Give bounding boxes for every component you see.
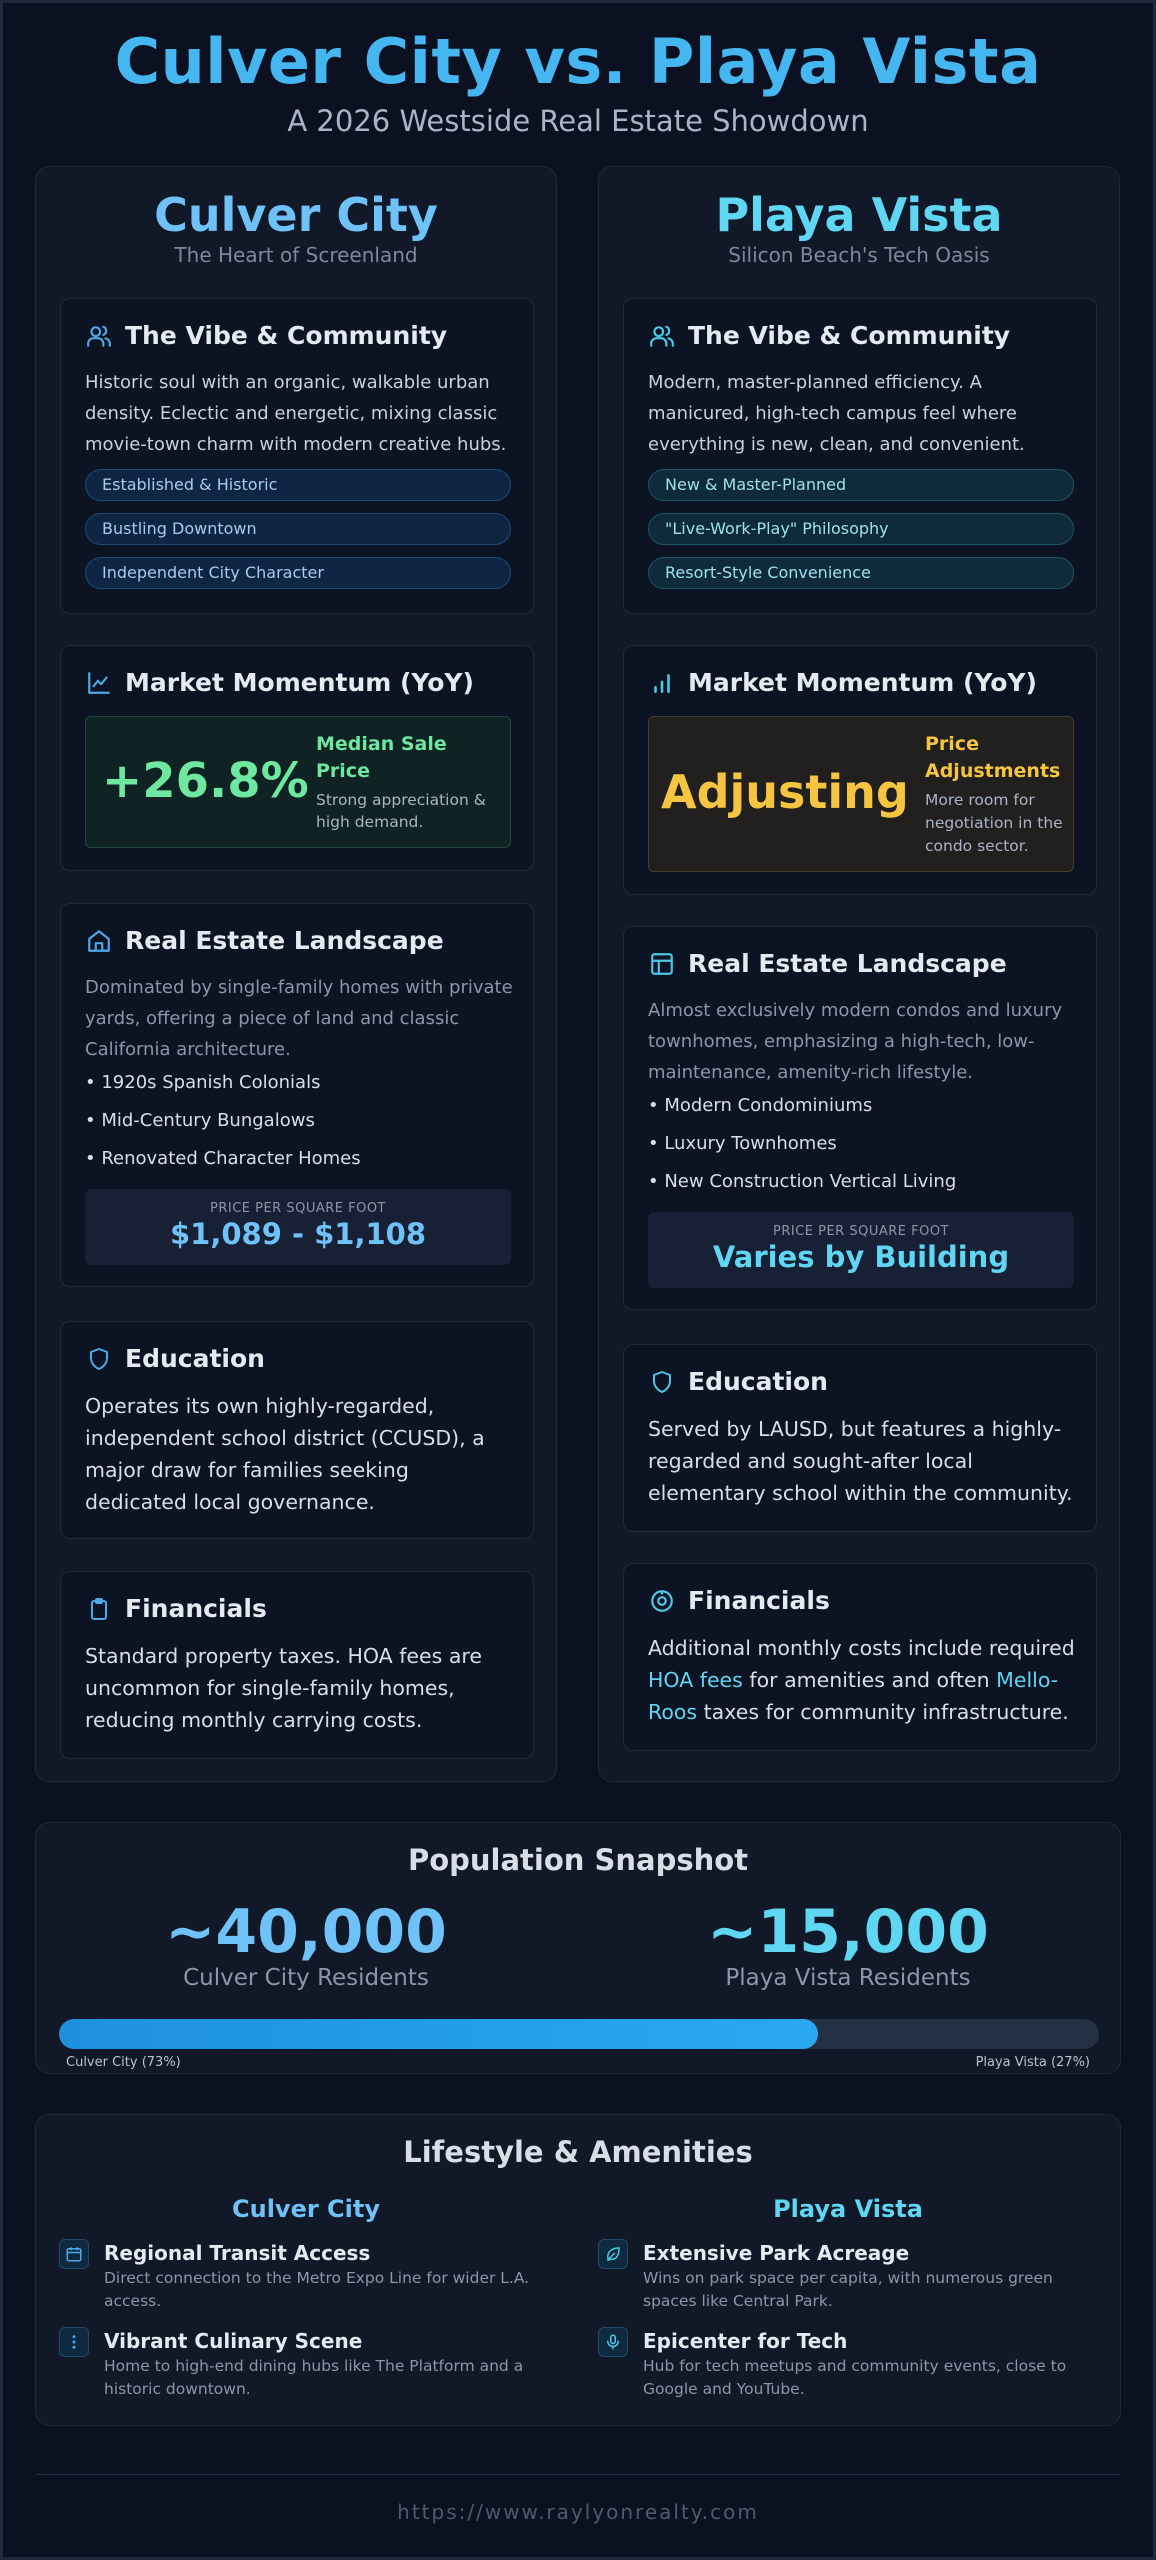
lifestyle-title: Lifestyle & Amenities xyxy=(403,2135,753,2169)
culver-population-value: ~40,000 xyxy=(165,1897,447,1967)
card-title: Financials xyxy=(125,1594,267,1623)
home-icon xyxy=(85,927,113,955)
vibe-text: Historic soul with an organic, walkable urban density. Eclectic and energetic, mixing classic movie-town charm with modern creative hubs. xyxy=(85,372,507,455)
population-bar-fill xyxy=(59,2019,818,2049)
market-value: +26.8% xyxy=(102,753,309,809)
landscape-bullet: • 1920s Spanish Colonials xyxy=(85,1072,321,1093)
playa-population-label: Playa Vista Residents xyxy=(725,1965,971,1991)
price-value: Varies by Building xyxy=(712,1240,1010,1274)
column-title: Playa Vista xyxy=(715,188,1003,242)
market-note: More room for negotiation in the condo sector. xyxy=(925,791,1063,855)
more-vertical-icon xyxy=(59,2327,89,2357)
amenity-title: Regional Transit Access xyxy=(104,2241,371,2265)
amenity-title: Epicenter for Tech xyxy=(643,2329,848,2353)
bar-right-label: Playa Vista (27%) xyxy=(975,2055,1090,2070)
page-header xyxy=(0,26,1156,138)
financials-card xyxy=(623,1563,1097,1751)
amenity-desc: Home to high-end dining hubs like The Platform and a historic downtown. xyxy=(104,2357,524,2398)
culver-population-label: Culver City Residents xyxy=(183,1965,429,1991)
users-icon xyxy=(85,322,113,350)
card-title: The Vibe & Community xyxy=(125,321,448,350)
population-title: Population Snapshot xyxy=(407,1843,749,1877)
column-title: Culver City xyxy=(154,188,438,242)
layout-icon xyxy=(648,950,676,978)
vibe-card xyxy=(623,298,1097,614)
price-box xyxy=(648,1212,1074,1288)
line-chart-icon xyxy=(85,669,113,697)
financials-text-part: Additional monthly costs include required xyxy=(648,1636,1075,1660)
market-stat-box xyxy=(85,716,511,848)
hoa-fees-highlight: HOA fees xyxy=(648,1668,743,1692)
target-icon xyxy=(648,1587,676,1615)
landscape-bullet: • Luxury Townhomes xyxy=(648,1133,837,1154)
financials-text: Standard property taxes. HOA fees are uncommon for single-family homes, reducing monthly carrying costs. xyxy=(85,1644,482,1732)
card-title: Market Momentum (YoY) xyxy=(125,668,474,697)
landscape-bullet: • Mid-Century Bungalows xyxy=(85,1110,315,1131)
amenity-title: Extensive Park Acreage xyxy=(643,2241,910,2265)
market-value: Adjusting xyxy=(661,765,909,819)
landscape-text: Dominated by single-family homes with private yards, offering a piece of land and classic California architecture. xyxy=(85,977,513,1060)
tag-pill: Resort-Style Convenience xyxy=(648,557,1074,589)
tag-pill: "Live-Work-Play" Philosophy xyxy=(648,513,1074,545)
tag-pill: Independent City Character xyxy=(85,557,511,589)
leaf-icon xyxy=(598,2239,628,2269)
playa-population-value: ~15,000 xyxy=(707,1897,989,1967)
price-value: $1,089 - $1,108 xyxy=(169,1217,427,1251)
financials-text xyxy=(648,1632,1078,1728)
users-icon xyxy=(648,322,676,350)
bar-left-label: Culver City (73%) xyxy=(66,2055,181,2070)
culver-city-column xyxy=(35,166,557,1782)
amenity-desc: Direct connection to the Metro Expo Line for wider L.A. access. xyxy=(104,2269,530,2310)
market-card xyxy=(623,645,1097,895)
education-card xyxy=(60,1321,534,1539)
card-title: Education xyxy=(125,1344,265,1373)
shield-icon xyxy=(648,1368,676,1396)
mello-roos-highlight: Mello-Roos xyxy=(648,1668,1059,1724)
market-card xyxy=(60,645,534,871)
card-title: Real Estate Landscape xyxy=(125,926,444,955)
amenity-desc: Hub for tech meetups and community events, close to Google and YouTube. xyxy=(643,2357,1067,2398)
market-stat-box xyxy=(648,716,1074,872)
page-subtitle: A 2026 Westside Real Estate Showdown xyxy=(287,104,869,138)
financials-text-part: taxes for community infrastructure. xyxy=(703,1700,1069,1724)
amenity-desc: Wins on park space per capita, with numerous green spaces like Central Park. xyxy=(643,2269,1053,2310)
amenity-title: Vibrant Culinary Scene xyxy=(104,2329,363,2353)
population-panel xyxy=(35,1822,1121,2074)
shield-icon xyxy=(85,1345,113,1373)
vibe-text: Modern, master-planned efficiency. A manicured, high-tech campus feel where everything is new, clean, and convenient. xyxy=(648,372,1025,455)
landscape-text: Almost exclusively modern condos and luxury townhomes, emphasizing a high-tech, low-maintenance, amenity-rich lifestyle. xyxy=(648,1000,1063,1083)
footer-url[interactable]: https://www.raylyonrealty.com xyxy=(397,2500,759,2524)
education-card xyxy=(623,1344,1097,1532)
card-title: Financials xyxy=(688,1586,830,1615)
landscape-bullet: • New Construction Vertical Living xyxy=(648,1171,957,1192)
tag-pill: Bustling Downtown xyxy=(85,513,511,545)
population-bar xyxy=(59,2019,1099,2049)
market-label: Price Adjustments xyxy=(925,733,1061,782)
microphone-icon xyxy=(598,2327,628,2357)
price-label: PRICE PER SQUARE FOOT xyxy=(209,1201,386,1216)
landscape-card xyxy=(60,903,534,1287)
card-title: The Vibe & Community xyxy=(688,321,1011,350)
market-label: Median Sale Price xyxy=(316,733,447,782)
lifestyle-panel xyxy=(35,2114,1121,2426)
clipboard-icon xyxy=(85,1595,113,1623)
bar-chart-icon xyxy=(648,669,676,697)
landscape-bullet: • Modern Condominiums xyxy=(648,1095,873,1116)
calendar-icon xyxy=(59,2239,89,2269)
price-box xyxy=(85,1189,511,1265)
column-tagline: The Heart of Screenland xyxy=(174,243,418,267)
vibe-card xyxy=(60,298,534,614)
tag-pill: Established & Historic xyxy=(85,469,511,501)
financials-text-part: for amenities and often xyxy=(749,1668,990,1692)
footer-divider xyxy=(35,2474,1121,2475)
playa-vista-column xyxy=(598,166,1120,1782)
education-text: Operates its own highly-regarded, independent school district (CCUSD), a major draw for families seeking dedicated local governance. xyxy=(85,1394,485,1514)
landscape-card xyxy=(623,926,1097,1310)
card-title: Real Estate Landscape xyxy=(688,949,1007,978)
lifestyle-culver-heading: Culver City xyxy=(232,2195,380,2223)
card-title: Market Momentum (YoY) xyxy=(688,668,1037,697)
landscape-bullet: • Renovated Character Homes xyxy=(85,1148,361,1169)
education-text: Served by LAUSD, but features a highly-regarded and sought-after local elementary school within the community. xyxy=(648,1417,1073,1505)
market-note: Strong appreciation & high demand. xyxy=(316,791,486,831)
price-label: PRICE PER SQUARE FOOT xyxy=(772,1224,949,1239)
tag-pill: New & Master-Planned xyxy=(648,469,1074,501)
lifestyle-playa-heading: Playa Vista xyxy=(773,2195,923,2223)
card-title: Education xyxy=(688,1367,828,1396)
financials-card xyxy=(60,1571,534,1759)
page-title: Culver City vs. Playa Vista xyxy=(114,25,1042,98)
column-tagline: Silicon Beach's Tech Oasis xyxy=(728,243,990,267)
